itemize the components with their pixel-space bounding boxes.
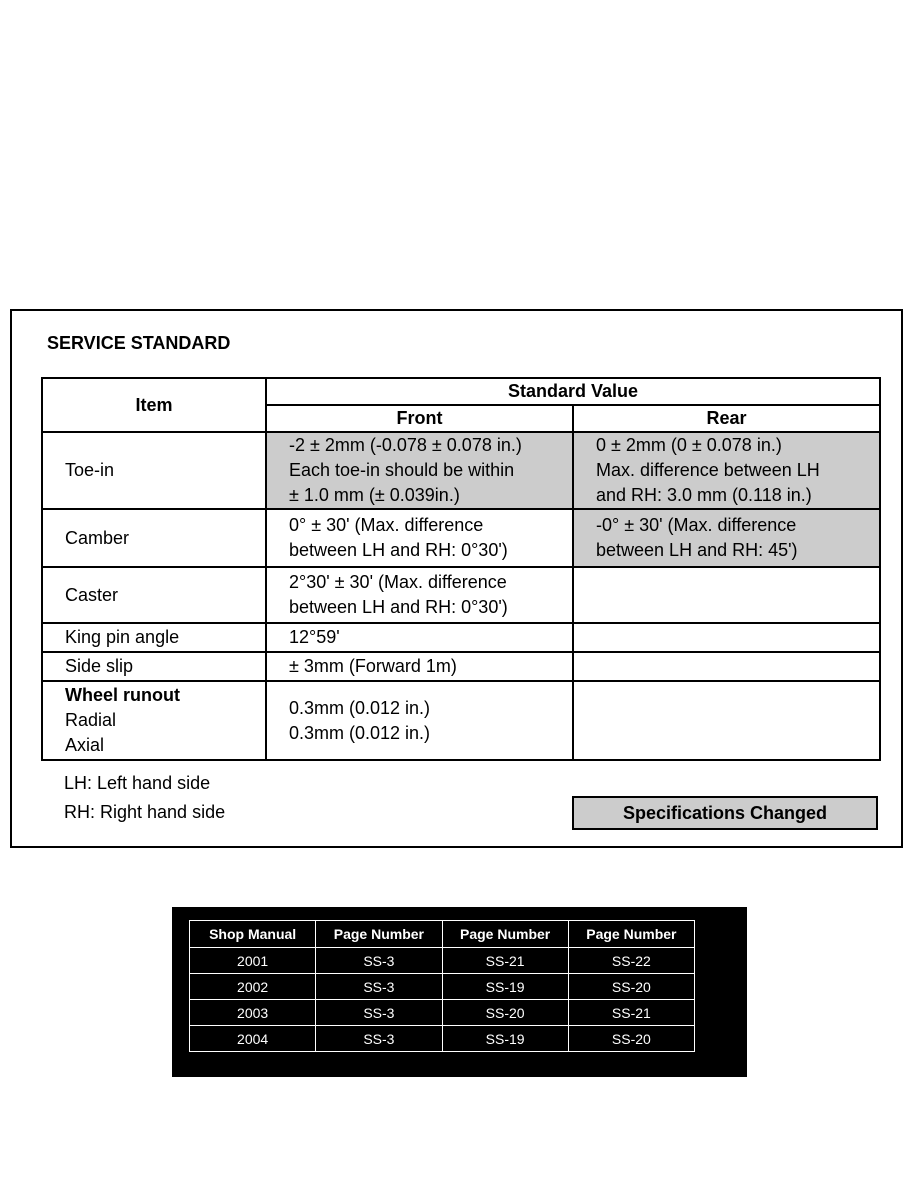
spec-item-text: King pin angle: [65, 627, 180, 647]
manual-cell: SS-21: [568, 1000, 694, 1026]
section-title: SERVICE STANDARD: [47, 333, 231, 353]
manual-cell: SS-3: [316, 1000, 442, 1026]
spec-item-text: Side slip: [65, 656, 134, 676]
manual-cell: SS-20: [568, 1026, 694, 1052]
spec-front-cell: [266, 623, 573, 652]
spec-row: [42, 623, 880, 652]
spec-rear-text: between LH and RH: 45'): [596, 540, 798, 560]
column-header-item: Item: [42, 378, 266, 432]
spec-front-cell: [266, 509, 573, 567]
spec-rear-cell: [573, 567, 880, 623]
spec-rear-cell: [573, 509, 880, 567]
manual-row: [190, 974, 695, 1000]
spec-front-text: between LH and RH: 0°30'): [289, 597, 508, 617]
legend-rh: RH: Right hand side: [64, 802, 226, 822]
manual-column-header: Shop Manual: [190, 921, 316, 948]
legend-lh: LH: Left hand side: [64, 773, 211, 793]
manual-cell: 2002: [190, 974, 316, 1000]
spec-rear-cell: [573, 432, 880, 509]
spec-rear-text: and RH: 3.0 mm (0.118 in.): [596, 485, 812, 505]
shop-manual-reference-panel: [172, 907, 747, 1077]
spec-front-text: Each toe-in should be within: [289, 460, 515, 480]
spec-item-text: Radial: [65, 710, 117, 730]
shop-manual-table: [189, 920, 695, 1052]
manual-cell: SS-20: [442, 1000, 568, 1026]
spec-rear-text: 0 ± 2mm (0 ± 0.078 in.): [596, 435, 782, 455]
spec-item-text: Wheel runout: [65, 685, 180, 705]
spec-front-text: between LH and RH: 0°30'): [289, 540, 508, 560]
manual-column-header: Page Number: [442, 921, 568, 948]
spec-item-text: Axial: [65, 735, 105, 755]
manual-cell: 2003: [190, 1000, 316, 1026]
manual-row: [190, 948, 695, 974]
spec-rear-cell: [573, 623, 880, 652]
spec-front-text: ± 1.0 mm (± 0.039in.): [289, 485, 460, 505]
manual-cell: SS-3: [316, 974, 442, 1000]
spec-front-cell: [266, 681, 573, 760]
manual-cell: SS-3: [316, 948, 442, 974]
spec-front-text: ± 3mm (Forward 1m): [289, 656, 457, 676]
manual-row: [190, 1000, 695, 1026]
manual-column-header: Page Number: [316, 921, 442, 948]
spec-front-text: -2 ± 2mm (-0.078 ± 0.078 in.): [289, 435, 522, 455]
manual-cell: SS-3: [316, 1026, 442, 1052]
spec-row: [42, 432, 880, 509]
service-standard-table: [41, 377, 881, 761]
manual-cell: SS-19: [442, 1026, 568, 1052]
spec-front-cell: [266, 652, 573, 681]
column-header-front: Front: [266, 405, 573, 432]
column-header-standard-value: Standard Value: [266, 378, 880, 405]
spec-item-text: Toe-in: [65, 460, 115, 480]
service-standard-panel: [10, 309, 903, 848]
manual-cell: SS-22: [568, 948, 694, 974]
spec-front-text: 12°59': [289, 627, 340, 647]
manual-cell: SS-21: [442, 948, 568, 974]
spec-rear-cell: [573, 652, 880, 681]
spec-item-text: Caster: [65, 584, 119, 605]
spec-item-text: Camber: [65, 527, 130, 548]
spec-rear-text: -0° ± 30' (Max. difference: [596, 515, 797, 535]
column-header-rear: Rear: [573, 405, 880, 432]
spec-front-text: 2°30' ± 30' (Max. difference: [289, 572, 507, 592]
spec-front-text: 0° ± 30' (Max. difference: [289, 515, 484, 535]
spec-front-cell: [266, 567, 573, 623]
spec-front-cell: [266, 432, 573, 509]
spec-rear-cell: [573, 681, 880, 760]
spec-front-text: 0.3mm (0.012 in.): [289, 722, 431, 743]
spec-item-cell: [42, 509, 266, 567]
manual-column-header: Page Number: [568, 921, 694, 948]
spec-row: [42, 509, 880, 567]
spec-front-text: 0.3mm (0.012 in.): [289, 697, 431, 718]
spec-item-cell: [42, 432, 266, 509]
manual-cell: SS-20: [568, 974, 694, 1000]
spec-item-cell: [42, 681, 266, 760]
spec-item-cell: [42, 652, 266, 681]
spec-rear-text: Max. difference between LH: [596, 460, 820, 480]
manual-cell: SS-19: [442, 974, 568, 1000]
spec-row: [42, 567, 880, 623]
spec-row: [42, 681, 880, 760]
manual-cell: 2001: [190, 948, 316, 974]
spec-item-cell: [42, 623, 266, 652]
spec-row: [42, 652, 880, 681]
spec-item-cell: [42, 567, 266, 623]
manual-row: [190, 1026, 695, 1052]
specifications-changed-badge: Specifications Changed: [572, 796, 878, 830]
manual-cell: 2004: [190, 1026, 316, 1052]
